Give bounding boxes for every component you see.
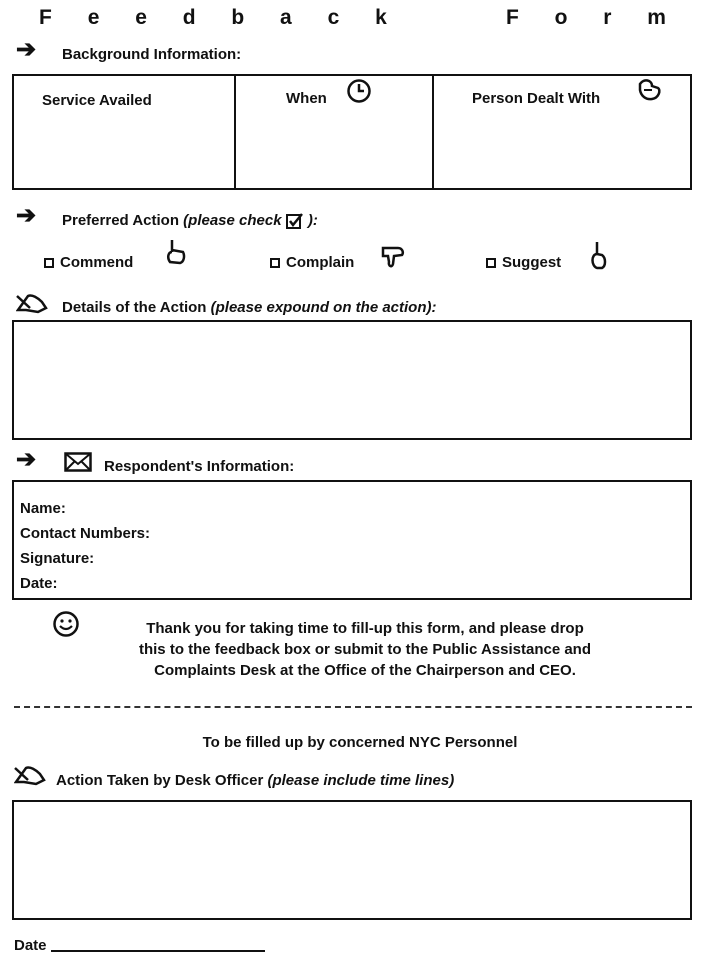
details-textarea[interactable] — [12, 320, 692, 440]
personnel-note: To be filled up by concerned NYC Personnel — [202, 734, 518, 751]
complain-option[interactable] — [270, 254, 354, 271]
suggest-checkbox[interactable] — [486, 258, 496, 268]
details-heading-note: (please expound on the action): — [210, 299, 437, 316]
thumbs-down-icon — [380, 244, 406, 275]
clock-icon — [346, 78, 372, 104]
respondent-box — [12, 480, 692, 600]
action-taken-heading-note: (please include time lines) — [267, 772, 455, 789]
preferred-heading — [62, 212, 318, 229]
preferred-heading-text: Preferred Action — [62, 212, 179, 229]
when-label: When — [286, 90, 327, 107]
commend-option[interactable] — [44, 254, 133, 271]
preferred-heading-end: ): — [307, 212, 318, 229]
handshake-icon — [634, 76, 664, 106]
personnel-date-input[interactable] — [51, 936, 265, 952]
background-heading: Background Information: — [62, 46, 242, 63]
complain-checkbox[interactable] — [270, 258, 280, 268]
action-taken-heading — [56, 772, 454, 789]
complain-label: Complain — [286, 254, 355, 271]
suggest-label: Suggest — [502, 254, 562, 271]
cut-line — [14, 706, 692, 708]
contact-numbers-field[interactable]: Contact Numbers: — [20, 525, 151, 542]
writing-hand-icon — [14, 764, 46, 791]
thank-you-line-3: Complaints Desk at the Office of the Chairperson and CEO. — [154, 662, 576, 679]
raised-finger-icon — [588, 240, 608, 277]
background-table — [12, 74, 692, 190]
arrow-right-icon: ➔ — [16, 202, 37, 229]
thank-you-line-2: this to the feedback box or submit to the Public Assistance and — [138, 641, 592, 658]
arrow-right-icon: ➔ — [16, 446, 37, 473]
divider — [432, 76, 434, 188]
writing-hand-icon — [16, 292, 48, 319]
preferred-heading-note: (please check — [183, 212, 282, 229]
details-heading — [62, 299, 437, 316]
envelope-icon — [64, 452, 92, 477]
commend-checkbox[interactable] — [44, 258, 54, 268]
checked-box-icon — [286, 212, 308, 229]
personnel-date-label: Date — [14, 937, 47, 954]
divider — [234, 76, 236, 188]
signature-field[interactable]: Signature: — [20, 550, 95, 567]
service-availed-label: Service Availed — [42, 92, 152, 109]
pointing-hand-icon — [164, 238, 188, 271]
name-field[interactable]: Name: — [20, 500, 66, 517]
commend-label: Commend — [60, 254, 134, 271]
person-dealt-with-label: Person Dealt With — [472, 90, 601, 107]
arrow-right-icon: ➔ — [16, 36, 37, 63]
form-title: F e e d b a c k F o r m — [39, 6, 681, 29]
respondent-heading: Respondent's Information: — [104, 458, 295, 475]
personnel-date-row — [14, 936, 265, 954]
thank-you-note — [60, 618, 670, 681]
action-taken-textarea[interactable] — [12, 800, 692, 920]
action-taken-heading-text: Action Taken by Desk Officer — [56, 772, 264, 789]
details-heading-text: Details of the Action — [62, 299, 207, 316]
thank-you-line-1: Thank you for taking time to fill-up this form, and please drop — [146, 620, 584, 637]
suggest-option[interactable] — [486, 254, 561, 271]
date-field[interactable]: Date: — [20, 575, 58, 592]
